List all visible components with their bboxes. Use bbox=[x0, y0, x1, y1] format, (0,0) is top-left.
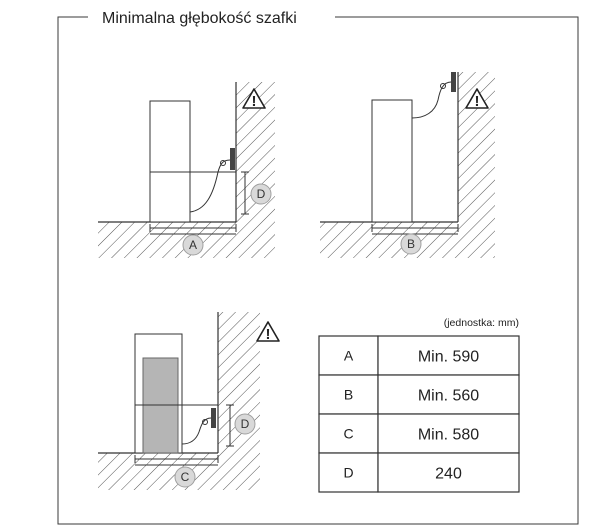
label-b bbox=[401, 234, 421, 254]
label-d-top bbox=[251, 184, 271, 204]
warning-icon bbox=[257, 322, 279, 343]
dimension-table bbox=[319, 336, 519, 492]
table-key-cell: B bbox=[343, 386, 354, 403]
table-row bbox=[319, 414, 519, 453]
svg-text:!: ! bbox=[474, 93, 480, 110]
table-value-cell: Min. 560 bbox=[417, 387, 480, 405]
table-key-cell: C bbox=[343, 425, 354, 442]
label-c bbox=[175, 467, 195, 487]
label-d-bottom bbox=[235, 414, 255, 434]
svg-text:!: ! bbox=[265, 326, 271, 343]
svg-text:B: B bbox=[406, 237, 416, 251]
refrigerator-unit-b bbox=[372, 100, 412, 222]
svg-text:D: D bbox=[256, 187, 266, 201]
table-value-cell: 240 bbox=[435, 465, 462, 483]
svg-text:D: D bbox=[240, 417, 250, 431]
table-key-cell: D bbox=[343, 464, 354, 481]
diagram-b bbox=[320, 72, 495, 258]
page-title: Minimalna głębokość szafki bbox=[102, 10, 297, 27]
table-row bbox=[319, 375, 519, 414]
svg-text:C: C bbox=[180, 470, 190, 484]
table-key-cell: A bbox=[343, 347, 354, 364]
unit-note: (jednostka: mm) bbox=[443, 317, 519, 329]
refrigerator-unit-a bbox=[150, 101, 190, 222]
table-value-cell: Min. 580 bbox=[417, 426, 480, 444]
table-row bbox=[319, 336, 519, 375]
table-value-cell: Min. 590 bbox=[417, 348, 480, 366]
diagram-c bbox=[98, 312, 260, 490]
svg-text:A: A bbox=[188, 238, 198, 252]
table-row bbox=[319, 453, 519, 492]
label-a bbox=[183, 235, 203, 255]
svg-text:!: ! bbox=[251, 93, 257, 110]
